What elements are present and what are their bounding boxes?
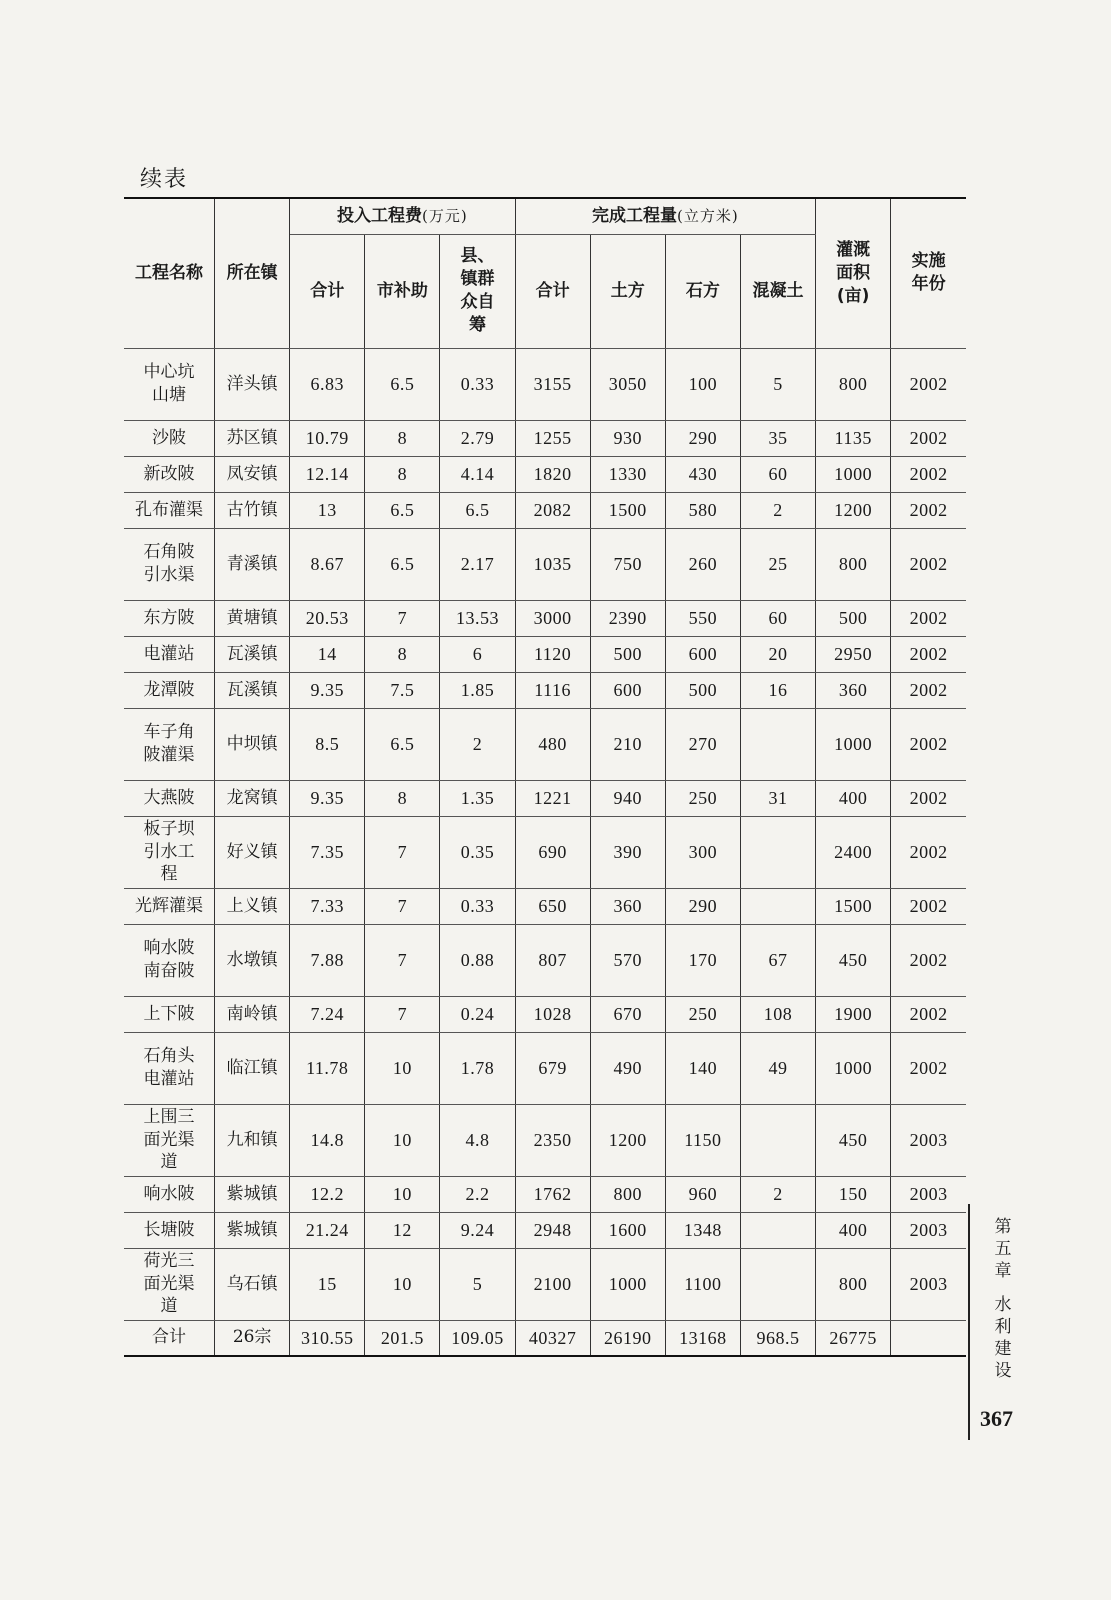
value-cell: 2002 [891,888,966,924]
value-cell: 968.5 [740,1320,815,1356]
value-cell: 140 [665,1032,740,1104]
project-name-cell: 车子角陂灌渠 [124,708,215,780]
value-cell: 0.33 [440,348,515,420]
value-cell: 2390 [590,600,665,636]
value-cell: 14.8 [290,1104,365,1176]
value-cell: 12 [365,1212,440,1248]
value-cell: 270 [665,708,740,780]
volume-unit: (立方米) [676,206,739,225]
value-cell: 20.53 [290,600,365,636]
table-row [124,708,966,780]
project-name-cell: 上围三面光渠道 [124,1104,215,1176]
value-cell [740,708,815,780]
table-row [124,924,966,996]
town-cell: 苏区镇 [215,420,290,456]
value-cell: 210 [590,708,665,780]
value-cell: 108 [740,996,815,1032]
value-cell: 750 [590,528,665,600]
town-cell: 龙窝镇 [215,780,290,816]
value-cell: 6 [440,636,515,672]
value-cell: 16 [740,672,815,708]
side-rule [968,1204,970,1440]
project-name-cell: 孔布灌渠 [124,492,215,528]
header-vol-earth: 土方 [590,234,665,348]
value-cell: 4.8 [440,1104,515,1176]
value-cell: 7.5 [365,672,440,708]
value-cell: 7.88 [290,924,365,996]
header-project-name: 工程名称 [124,198,215,348]
header-vol-stone: 石方 [665,234,740,348]
project-name-cell: 上下陂 [124,996,215,1032]
value-cell: 450 [816,924,891,996]
table-row [124,1032,966,1104]
value-cell: 400 [816,780,891,816]
value-cell: 67 [740,924,815,996]
value-cell: 1348 [665,1212,740,1248]
value-cell: 800 [816,528,891,600]
value-cell: 2003 [891,1104,966,1176]
town-cell: 水墩镇 [215,924,290,996]
value-cell: 1.35 [440,780,515,816]
value-cell: 1500 [590,492,665,528]
investment-unit: (万元) [422,206,468,225]
header-town: 所在镇 [215,198,290,348]
town-cell: 黄塘镇 [215,600,290,636]
town-cell: 古竹镇 [215,492,290,528]
value-cell: 35 [740,420,815,456]
town-cell: 九和镇 [215,1104,290,1176]
value-cell: 11.78 [290,1032,365,1104]
value-cell: 1330 [590,456,665,492]
value-cell: 60 [740,600,815,636]
value-cell: 480 [515,708,590,780]
value-cell: 0.24 [440,996,515,1032]
town-cell: 洋头镇 [215,348,290,420]
value-cell: 1.85 [440,672,515,708]
project-name-cell: 响水陂 [124,1176,215,1212]
value-cell: 430 [665,456,740,492]
value-cell: 1000 [590,1248,665,1320]
project-name-cell: 东方陂 [124,600,215,636]
value-cell: 8 [365,420,440,456]
value-cell: 2002 [891,924,966,996]
value-cell: 12.2 [290,1176,365,1212]
value-cell: 7.33 [290,888,365,924]
value-cell: 930 [590,420,665,456]
value-cell: 7 [365,996,440,1032]
value-cell: 960 [665,1176,740,1212]
value-cell: 7 [365,816,440,888]
value-cell: 500 [665,672,740,708]
value-cell: 14 [290,636,365,672]
value-cell: 800 [816,1248,891,1320]
value-cell: 170 [665,924,740,996]
value-cell: 1600 [590,1212,665,1248]
value-cell: 490 [590,1032,665,1104]
value-cell: 570 [590,924,665,996]
header-inv-total: 合计 [290,234,365,348]
value-cell: 1135 [816,420,891,456]
value-cell: 201.5 [365,1320,440,1356]
table-row [124,456,966,492]
value-cell: 40327 [515,1320,590,1356]
value-cell: 10 [365,1248,440,1320]
header-vol-concrete: 混凝土 [740,234,815,348]
value-cell: 10 [365,1032,440,1104]
value-cell: 600 [665,636,740,672]
value-cell: 1200 [590,1104,665,1176]
value-cell: 15 [290,1248,365,1320]
value-cell: 2 [740,1176,815,1212]
value-cell: 2 [440,708,515,780]
value-cell: 3050 [590,348,665,420]
table-row [124,528,966,600]
value-cell: 260 [665,528,740,600]
value-cell: 25 [740,528,815,600]
value-cell: 1035 [515,528,590,600]
value-cell: 13 [290,492,365,528]
value-cell: 8 [365,780,440,816]
value-cell: 21.24 [290,1212,365,1248]
side-title [990,1294,1016,1382]
value-cell: 7 [365,600,440,636]
table-row [124,672,966,708]
value-cell: 0.88 [440,924,515,996]
header-inv-city: 市补助 [365,234,440,348]
value-cell: 2950 [816,636,891,672]
value-cell: 0.35 [440,816,515,888]
value-cell: 1900 [816,996,891,1032]
side-glyph: 水 [994,1295,1012,1315]
value-cell: 3155 [515,348,590,420]
value-cell: 13168 [665,1320,740,1356]
value-cell: 8 [365,456,440,492]
value-cell: 5 [440,1248,515,1320]
value-cell: 2002 [891,492,966,528]
table-body [124,348,966,1356]
value-cell: 6.5 [365,348,440,420]
value-cell: 6.5 [440,492,515,528]
value-cell: 807 [515,924,590,996]
town-cell: 南岭镇 [215,996,290,1032]
value-cell: 500 [816,600,891,636]
table-row [124,1176,966,1212]
project-name-cell: 响水陂南奋陂 [124,924,215,996]
value-cell: 550 [665,600,740,636]
value-cell: 7 [365,888,440,924]
value-cell [740,888,815,924]
project-name-cell: 石角陂引水渠 [124,528,215,600]
value-cell: 9.35 [290,672,365,708]
town-cell: 瓦溪镇 [215,636,290,672]
value-cell: 2002 [891,672,966,708]
project-name-cell: 龙潭陂 [124,672,215,708]
header-inv-local [440,234,515,348]
value-cell: 1120 [515,636,590,672]
value-cell: 1028 [515,996,590,1032]
value-cell [740,1104,815,1176]
project-name-cell: 石角头电灌站 [124,1032,215,1104]
town-cell: 好义镇 [215,816,290,888]
value-cell: 150 [816,1176,891,1212]
value-cell: 26775 [816,1320,891,1356]
side-glyph: 五 [994,1239,1012,1259]
table-row [124,996,966,1032]
value-cell: 2002 [891,636,966,672]
header-irrigation-area [816,198,891,348]
irrigation-area-label: 灌溉面积(亩) [836,239,871,306]
town-cell: 紫城镇 [215,1176,290,1212]
value-cell: 360 [590,888,665,924]
value-cell: 2002 [891,708,966,780]
town-cell: 临江镇 [215,1032,290,1104]
value-cell: 1221 [515,780,590,816]
header-vol-total: 合计 [515,234,590,348]
value-cell: 2.17 [440,528,515,600]
project-name-cell: 光辉灌渠 [124,888,215,924]
side-chapter [990,1216,1016,1282]
value-cell: 2002 [891,348,966,420]
value-cell: 1762 [515,1176,590,1212]
value-cell: 300 [665,816,740,888]
town-cell: 上义镇 [215,888,290,924]
value-cell: 109.05 [440,1320,515,1356]
table-row [124,780,966,816]
value-cell: 690 [515,816,590,888]
value-cell: 2.79 [440,420,515,456]
value-cell: 2948 [515,1212,590,1248]
value-cell: 1.78 [440,1032,515,1104]
value-cell: 290 [665,420,740,456]
value-cell: 670 [590,996,665,1032]
value-cell: 3000 [515,600,590,636]
table-row [124,1104,966,1176]
value-cell: 940 [590,780,665,816]
value-cell: 26190 [590,1320,665,1356]
water-projects-table [124,197,966,1357]
table-header [124,198,966,348]
value-cell: 8.5 [290,708,365,780]
value-cell: 100 [665,348,740,420]
value-cell: 12.14 [290,456,365,492]
value-cell: 800 [590,1176,665,1212]
value-cell: 450 [816,1104,891,1176]
value-cell: 2.2 [440,1176,515,1212]
value-cell: 2003 [891,1248,966,1320]
value-cell: 9.35 [290,780,365,816]
value-cell: 2002 [891,996,966,1032]
value-cell: 679 [515,1032,590,1104]
value-cell: 9.24 [440,1212,515,1248]
table-row [124,816,966,888]
town-cell: 26宗 [215,1320,290,1356]
value-cell: 7.24 [290,996,365,1032]
project-name-cell: 板子坝引水工程 [124,816,215,888]
value-cell: 580 [665,492,740,528]
value-cell: 400 [816,1212,891,1248]
town-cell: 中坝镇 [215,708,290,780]
value-cell: 10 [365,1104,440,1176]
value-cell: 8.67 [290,528,365,600]
value-cell: 2003 [891,1176,966,1212]
value-cell: 6.5 [365,528,440,600]
value-cell [740,816,815,888]
town-cell: 青溪镇 [215,528,290,600]
value-cell: 2002 [891,420,966,456]
table-row [124,888,966,924]
value-cell: 13.53 [440,600,515,636]
value-cell [740,1212,815,1248]
side-chapter-marker [990,1216,1016,1382]
volume-group-label: 完成工程量 [591,205,677,226]
value-cell: 1000 [816,1032,891,1104]
value-cell: 1100 [665,1248,740,1320]
value-cell: 250 [665,996,740,1032]
side-glyph: 设 [994,1361,1012,1381]
project-name-cell: 荷光三面光渠道 [124,1248,215,1320]
value-cell: 4.14 [440,456,515,492]
inv-local-label: 县、镇群众自筹 [460,246,495,335]
value-cell: 2002 [891,1032,966,1104]
value-cell: 500 [590,636,665,672]
value-cell: 1500 [816,888,891,924]
side-glyph: 建 [994,1339,1012,1359]
value-cell: 0.33 [440,888,515,924]
value-cell: 60 [740,456,815,492]
year-label: 实施年份 [911,251,946,295]
value-cell: 2002 [891,456,966,492]
header-year [891,198,966,348]
value-cell: 1200 [816,492,891,528]
page-number: 367 [980,1406,1013,1431]
value-cell: 6.83 [290,348,365,420]
town-cell: 瓦溪镇 [215,672,290,708]
value-cell: 2003 [891,1212,966,1248]
value-cell: 1000 [816,456,891,492]
side-glyph: 利 [994,1317,1012,1337]
project-name-cell: 沙陂 [124,420,215,456]
value-cell: 2002 [891,780,966,816]
table-row [124,492,966,528]
value-cell: 2002 [891,816,966,888]
value-cell: 7.35 [290,816,365,888]
project-name-cell: 电灌站 [124,636,215,672]
project-name-cell: 合计 [124,1320,215,1356]
value-cell: 800 [816,348,891,420]
value-cell: 2350 [515,1104,590,1176]
project-name-cell: 新改陂 [124,456,215,492]
project-name-cell: 长塘陂 [124,1212,215,1248]
value-cell: 49 [740,1032,815,1104]
table-row [124,420,966,456]
value-cell: 6.5 [365,492,440,528]
table-row [124,348,966,420]
value-cell: 5 [740,348,815,420]
value-cell: 8 [365,636,440,672]
value-cell: 360 [816,672,891,708]
value-cell: 290 [665,888,740,924]
value-cell [891,1320,966,1356]
town-cell: 乌石镇 [215,1248,290,1320]
table-row [124,636,966,672]
table-row [124,1248,966,1320]
value-cell [740,1248,815,1320]
project-name-cell: 大燕陂 [124,780,215,816]
value-cell: 1820 [515,456,590,492]
value-cell: 2002 [891,600,966,636]
investment-group-label: 投入工程费 [337,205,423,226]
header-investment-group [290,198,515,234]
value-cell: 390 [590,816,665,888]
value-cell: 10 [365,1176,440,1212]
value-cell: 1150 [665,1104,740,1176]
value-cell: 2400 [816,816,891,888]
value-cell: 7 [365,924,440,996]
value-cell: 10.79 [290,420,365,456]
value-cell: 600 [590,672,665,708]
value-cell: 2100 [515,1248,590,1320]
value-cell: 2082 [515,492,590,528]
value-cell: 1000 [816,708,891,780]
value-cell: 20 [740,636,815,672]
value-cell: 6.5 [365,708,440,780]
value-cell: 1116 [515,672,590,708]
value-cell: 650 [515,888,590,924]
value-cell: 2002 [891,528,966,600]
value-cell: 31 [740,780,815,816]
value-cell: 2 [740,492,815,528]
continued-label: 续表 [140,167,189,192]
value-cell: 1255 [515,420,590,456]
table-row [124,1320,966,1356]
town-cell: 凤安镇 [215,456,290,492]
header-volume-group [515,198,816,234]
value-cell: 310.55 [290,1320,365,1356]
project-name-cell: 中心坑山塘 [124,348,215,420]
table-row [124,1212,966,1248]
side-glyph: 章 [994,1261,1012,1281]
town-cell: 紫城镇 [215,1212,290,1248]
table-row [124,600,966,636]
value-cell: 250 [665,780,740,816]
side-glyph: 第 [994,1217,1012,1237]
